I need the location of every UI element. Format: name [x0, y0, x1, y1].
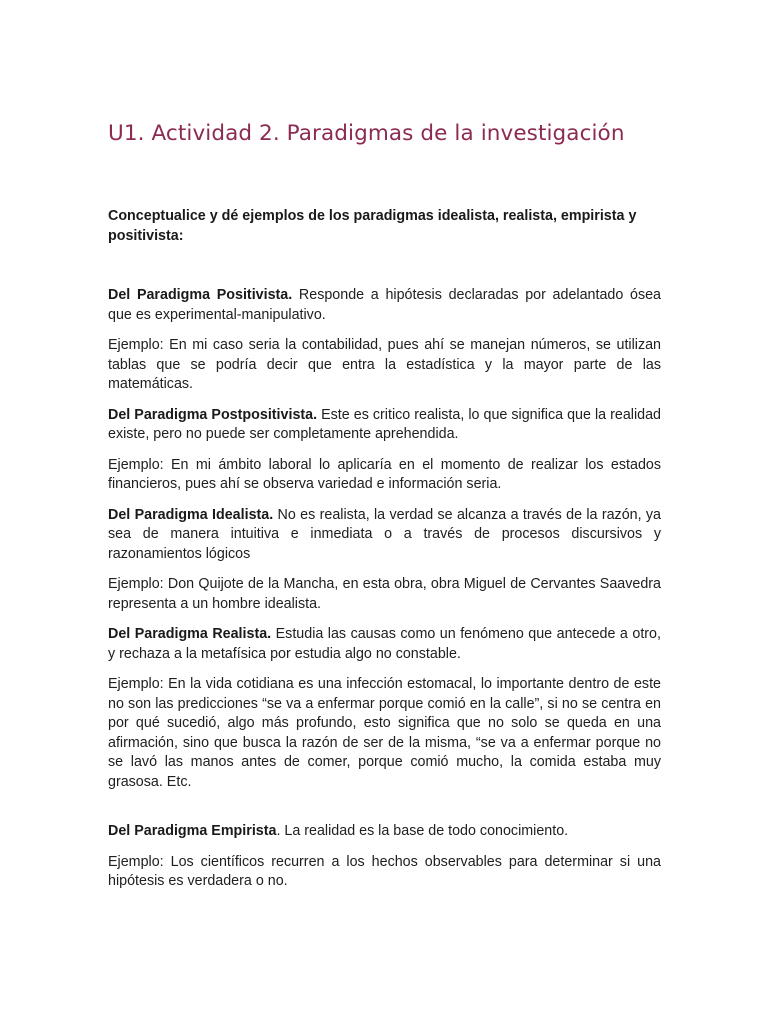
idealista-text: No es realista, la verdad se alcanza a través de la razón, ya sea de manera intuitiva e inmediata o a través de procesos discursivos y razonamientos lógicos: [108, 506, 662, 562]
positivista-example: Ejemplo: En mi caso seria la contabilidad, pues ahí se manejan números, se utilizan tablas que se podría decir que entra la estadística y la mayor parte de las matemáticas.: [108, 337, 661, 392]
empirista-text: . La realidad es la base de todo conocimiento.: [276, 823, 569, 839]
positivista-text: Responde a hipótesis declaradas por adelantado ósea que es experimental-manipulativo.: [108, 287, 662, 323]
positivista-definition: [108, 286, 661, 325]
postpositivista-example: Ejemplo: En mi ámbito laboral lo aplicaría en el momento de realizar los estados financieros, pues ahí se observa variedad e información seria.: [108, 456, 661, 492]
document-page: [108, 118, 661, 892]
assignment-prompt: Conceptualice y dé ejemplos de los paradigmas idealista, realista, empirista y positivista:: [108, 208, 637, 244]
realista-text: Estudia las causas como un fenómeno que antecede a otro, y rechaza a la metafísica por estudia algo no constable.: [108, 626, 661, 662]
document-title: U1. Actividad 2. Paradigmas de la investigación: [108, 121, 625, 146]
empirista-heading: Del Paradigma Empirista: [108, 823, 277, 839]
empirista-example: Ejemplo: Los científicos recurren a los hechos observables para determinar si una hipótesis es verdadera o no.: [108, 853, 661, 889]
postpositivista-definition: [108, 406, 661, 445]
positivista-heading: Del Paradigma Positivista.: [108, 287, 293, 303]
postpositivista-heading: Del Paradigma Postpositivista.: [108, 406, 318, 423]
postpositivista-text: Este es critico realista, lo que significa que la realidad existe, pero no puede ser completamente aprehendida.: [108, 406, 661, 442]
realista-definition: [108, 625, 661, 664]
idealista-definition: [108, 506, 661, 565]
idealista-example: Ejemplo: Don Quijote de la Mancha, en esta obra, obra Miguel de Cervantes Saavedra representa a un hombre idealista.: [108, 576, 661, 612]
empirista-definition: [108, 822, 661, 842]
idealista-heading: Del Paradigma Idealista.: [108, 506, 274, 523]
realista-example: Ejemplo: En la vida cotidiana es una infección estomacal, lo importante dentro de este no son las predicciones “se va a enfermar porque comió en la calle”, si no se centra en por qué sucedió, algo más profundo, esto significa que no solo se queda en una afirmación, sino que busca la razón de ser de la misma, “se va a enfermar porque no se lavó las manos antes de comer, porque comió mucho, la comida estaba muy grasosa. Etc.: [108, 676, 661, 790]
realista-heading: Del Paradigma Realista.: [108, 626, 272, 642]
